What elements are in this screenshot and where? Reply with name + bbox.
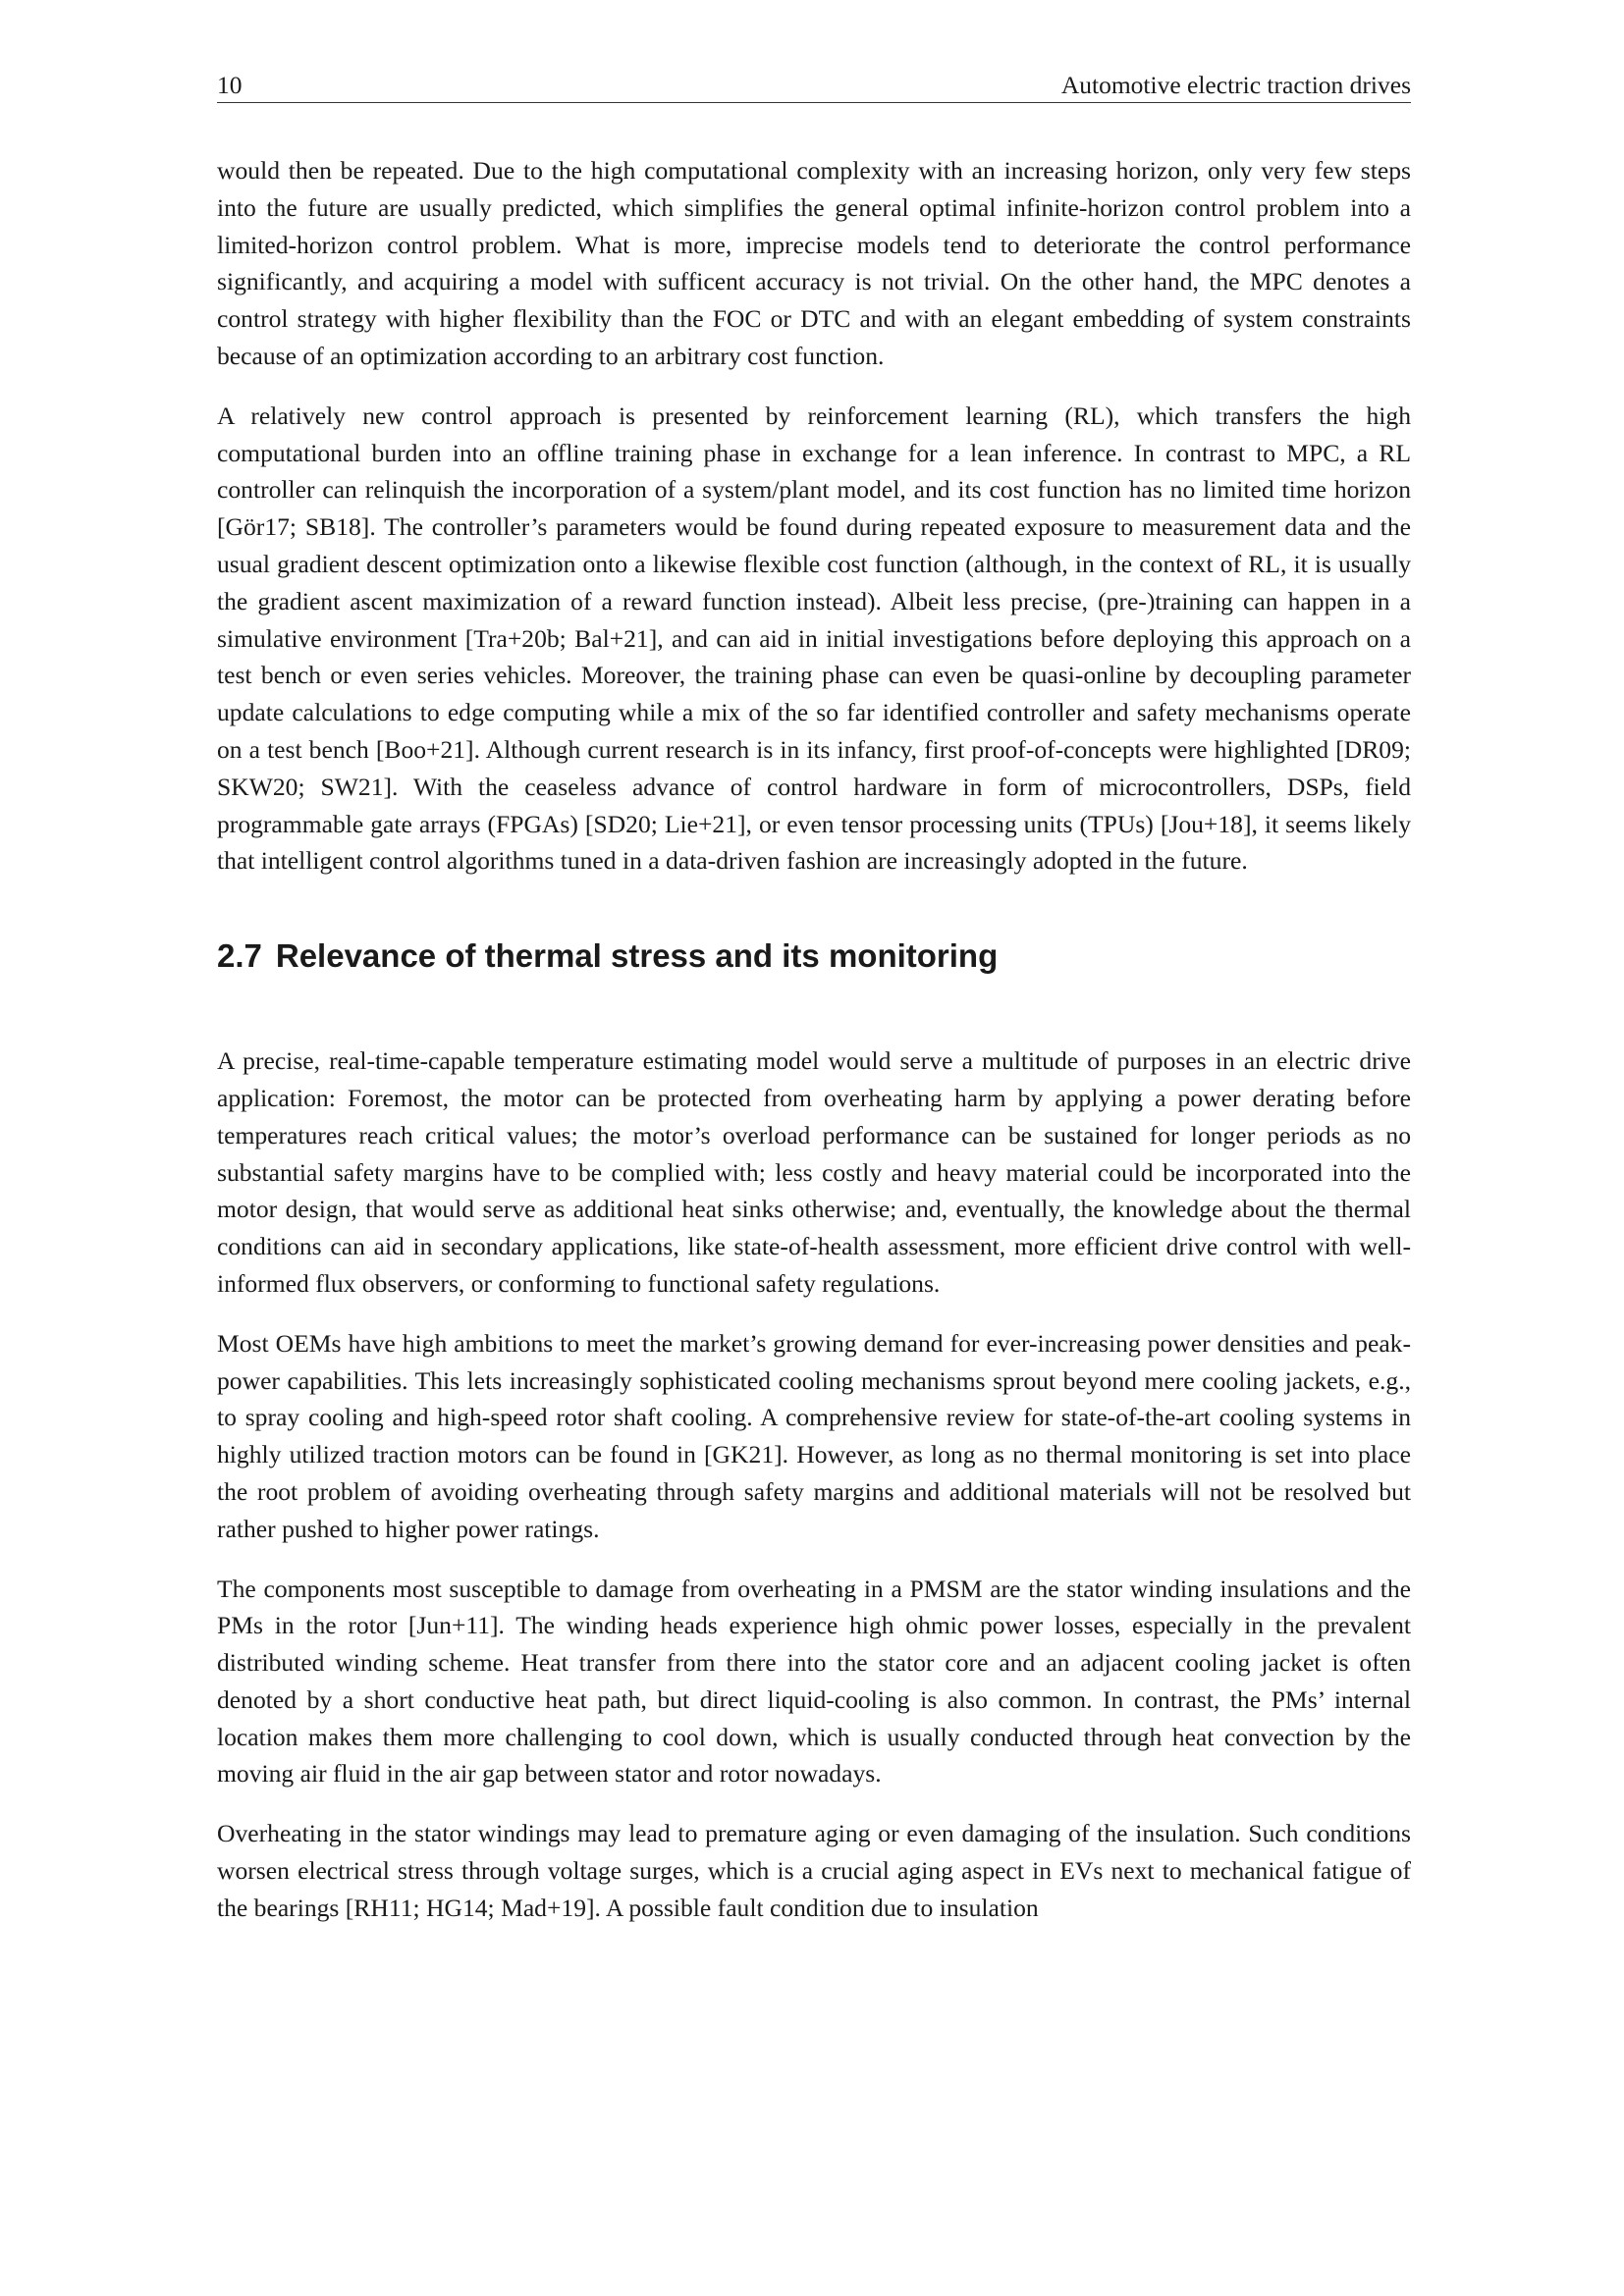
paragraph-oem-ambitions: Most OEMs have high ambitions to meet the market’s growing demand for ever-increasing power densities and peak-power capabilities. This lets increasingly sophisticated cooling mechanisms sprout beyond mere cooling jackets, e.g., to spray cooling and high-speed rotor shaft cooling. A comprehensive review for state-of-the-art cooling systems in highly utilized traction motors can be found in [GK21]. However, as long as no thermal monitoring is set into place the root problem of avoiding overheating through safety margins and additional materials will not be resolved but rather pushed to higher power ratings. xyxy=(217,1328,1411,1543)
paragraph-reinforcement-learning: A relatively new control approach is presented by reinforcement learning (RL), which transfers the high computational burden into an offline training phase in exchange for a lean inference. In contrast to MPC, a RL controller can relinquish the incorporation of a system/plant model, and its cost function has no limited time horizon [Gör17; SB18]. The controller’s parameters would be found during repeated exposure to measurement data and the usual gradient descent optimization onto a likewise flexible cost function (although, in the context of RL, it is usually the gradient ascent maximization of a reward function instead). Albeit less precise, (pre-)training can happen in a simulative environment [Tra+20b; Bal+21], and can aid in initial investigations before deploying this approach on a test bench or even series vehicles. Moreover, the training phase can even be quasi-online by decoupling parameter update calculations to edge computing while a mix of the so far identified controller and safety mechanisms operate on a test bench [Boo+21]. Although current research is in its infancy, first proof-of-concepts were highlighted [DR09; SKW20; SW21]. With the ceaseless advance of control hardware in form of microcontrollers, DSPs, field programmable gate arrays (FPGAs) [SD20; Lie+21], or even tensor processing units (TPUs) [Jou+18], it seems likely that intelligent control algorithms tuned in a data-driven fashion are increasingly adopted in the future. xyxy=(217,400,1411,876)
document-page xyxy=(217,69,1411,1949)
paragraph-mpc-summary: would then be repeated. Due to the high computational complexity with an increasing horizon, only very few steps into the future are usually predicted, which simplifies the general optimal infinite-horizon control problem into a limited-horizon control problem. What is more, imprecise models tend to deteriorate the control performance significantly, and acquiring a model with sufficent accuracy is not trivial. On the other hand, the MPC denotes a control strategy with higher flexibility than the FOC or DTC and with an elegant embedding of system constraints because of an optimization according to an arbitrary cost function. xyxy=(217,156,1411,370)
section-number: 2.7 xyxy=(217,937,262,975)
section-title: Relevance of thermal stress and its monitoring xyxy=(275,937,999,975)
chapter-title: Automotive electric traction drives xyxy=(1060,71,1411,99)
running-header xyxy=(217,69,1411,103)
paragraph-stator-overheating: Overheating in the stator windings may lead to premature aging or even damaging of the insulation. Such conditions worsen electrical stress through voltage surges, which is a crucial aging aspect in EVs next to mechanical fatigue of the bearings [RH11; HG14; Mad+19]. A possible fault condition due to insulation xyxy=(217,1819,1411,1922)
paragraph-temperature-model: A precise, real-time-capable temperature estimating model would serve a multitude of purposes in an electric drive application: Foremost, the motor can be protected from overheating harm by applying a power derating before temperatures reach critical values; the motor’s overload performance can be sustained for longer periods as no substantial safety margins have to be complied with; less costly and heavy material could be incorporated into the motor design, that would serve as additional heat sinks otherwise; and, eventually, the knowledge about the thermal conditions can aid in secondary applications, like state-of-health assessment, more efficient drive control with well-informed flux observers, or conforming to functional safety regulations. xyxy=(217,1046,1411,1298)
section-heading xyxy=(217,934,1411,978)
paragraph-pmsm-components: The components most susceptible to damage from overheating in a PMSM are the stator winding insulations and the PMs in the rotor [Jun+11]. The winding heads experience high ohmic power losses, especially in the prevalent distributed winding scheme. Heat transfer from there into the stator core and an adjacent cooling jacket is often denoted by a short conductive heat path, but direct liquid-cooling is also common. In contrast, the PMs’ internal location makes them more challenging to cool down, which is usually conducted through heat convection by the moving air fluid in the air gap between stator and rotor nowadays. xyxy=(217,1574,1411,1789)
body-text xyxy=(217,152,1411,1927)
page-number: 10 xyxy=(217,71,243,99)
